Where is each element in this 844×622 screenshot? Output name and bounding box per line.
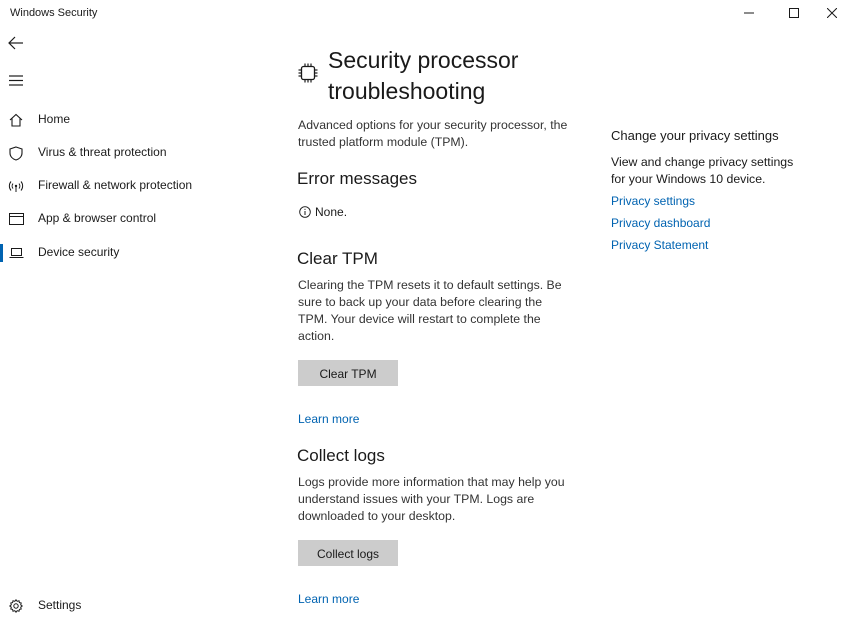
page-title-line1: Security processor: [328, 47, 519, 73]
maximize-button[interactable]: [775, 0, 813, 26]
title-bar: [0, 0, 844, 28]
sidebar-item-settings[interactable]: [0, 591, 240, 621]
collect-logs-description: Logs provide more information that may help you understand issues with your TPM. Logs are downloaded to your desktop.: [298, 475, 565, 523]
minimize-button[interactable]: [730, 0, 768, 26]
privacy-dashboard-link[interactable]: Privacy dashboard: [611, 216, 711, 230]
clear-tpm-button[interactable]: Clear TPM: [298, 360, 398, 386]
sidebar-item-label: Home: [38, 112, 71, 126]
error-status: [299, 205, 347, 219]
maximize-icon: [789, 8, 799, 18]
menu-button[interactable]: [5, 69, 27, 91]
close-button[interactable]: [813, 0, 844, 26]
wireless-signal-icon: [8, 178, 24, 194]
minimize-icon: [744, 8, 754, 18]
sidebar-item-home[interactable]: [0, 105, 240, 135]
privacy-heading: Change your privacy settings: [611, 128, 779, 143]
sidebar-item-label: Settings: [38, 598, 82, 612]
sidebar-item-label: Firewall & network protection: [38, 178, 193, 192]
collect-logs-learn-more-link[interactable]: Learn more: [298, 592, 360, 606]
page-title-line2: troubleshooting: [328, 78, 486, 104]
info-icon: [299, 206, 311, 218]
privacy-description: View and change privacy settings for your Windows 10 device.: [611, 155, 794, 186]
error-messages-heading: Error messages: [297, 169, 417, 188]
clear-tpm-learn-more-link[interactable]: Learn more: [298, 412, 360, 426]
back-arrow-icon: [8, 36, 24, 50]
error-value: None.: [315, 205, 348, 219]
back-button[interactable]: [5, 32, 27, 54]
collect-logs-heading: Collect logs: [297, 446, 385, 465]
sidebar-item-app-browser-control[interactable]: [0, 204, 240, 234]
app-window-icon: [8, 211, 24, 227]
sidebar-item-label: Virus & threat protection: [38, 145, 167, 159]
collect-logs-button[interactable]: Collect logs: [298, 540, 398, 566]
sidebar-item-firewall-network-protection[interactable]: [0, 171, 240, 201]
page-title: [328, 45, 588, 107]
privacy-statement-link[interactable]: Privacy Statement: [611, 238, 709, 252]
close-icon: [827, 8, 837, 18]
intro-text: Advanced options for your security processor, the trusted platform module (TPM).: [298, 118, 568, 149]
sidebar-item-label: App & browser control: [38, 211, 157, 225]
privacy-settings-link[interactable]: Privacy settings: [611, 194, 696, 208]
sidebar-item-virus-threat-protection[interactable]: [0, 138, 240, 168]
laptop-icon: [8, 245, 24, 261]
hamburger-icon: [9, 75, 23, 86]
home-icon: [8, 112, 24, 128]
active-indicator: [0, 244, 3, 262]
gear-icon: [8, 598, 24, 614]
sidebar-item-device-security[interactable]: [0, 238, 240, 268]
clear-tpm-heading: Clear TPM: [297, 249, 378, 268]
app-title: Windows Security: [10, 7, 98, 19]
sidebar-item-label: Device security: [38, 245, 120, 259]
processor-chip-icon: [298, 62, 318, 89]
clear-tpm-description: Clearing the TPM resets it to default settings. Be sure to back up your data before clearing the TPM. Your device will restart to complete the action.: [298, 278, 562, 343]
shield-icon: [8, 145, 24, 161]
